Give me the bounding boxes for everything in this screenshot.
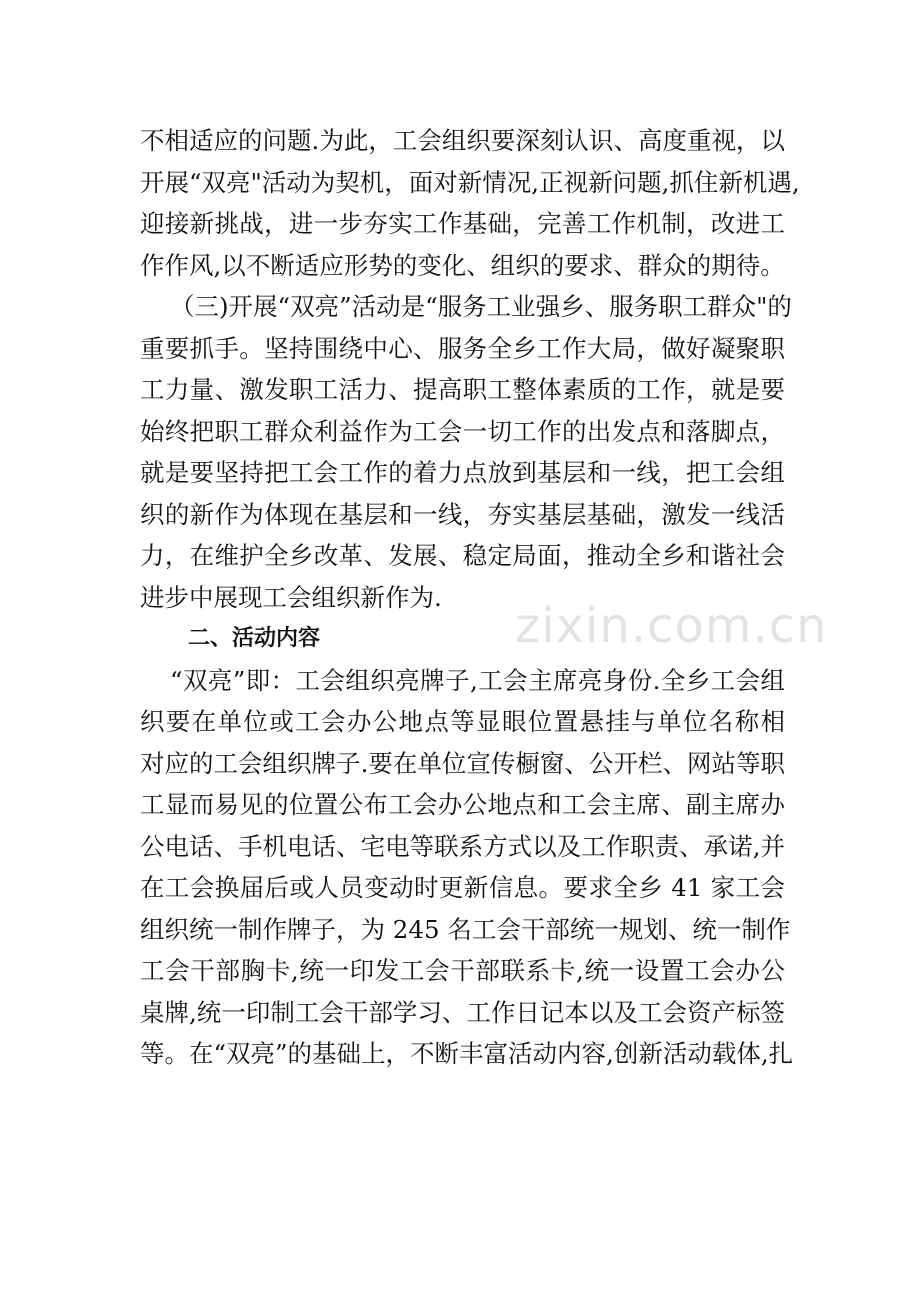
- text-line: 等。在“双亮”的基础上，不断丰富活动内容,创新活动载体,扎: [140, 1039, 794, 1068]
- text-line: 始终把职工群众利益作为工会一切工作的出发点和落脚点，: [140, 416, 785, 446]
- text-line: （三)开展“双亮”活动是“服务工业强乡、服务职工群众"的: [170, 292, 792, 321]
- text-line: 组织统一制作牌子，为 245 名工会干部统一规划、统一制作: [140, 914, 791, 944]
- text-line: 就是要坚持把工会工作的着力点放到基层和一线，把工会组: [140, 458, 785, 487]
- text-line: 织的新作为体现在基层和一线，夯实基层基础，激发一线活: [140, 499, 785, 529]
- document-body: [140, 120, 800, 1075]
- text-line: 在工会换届后或人员变动时更新信息。要求全乡 41 家工会: [140, 873, 785, 902]
- text-line: 作作风,以不断适应形势的变化、组织的要求、群众的期待。: [140, 250, 785, 280]
- text-line: 开展“双亮"活动为契机，面对新情况,正视新问题,抓住新机遇,: [140, 167, 800, 197]
- text-line: 桌牌,统一印制工会干部学习、工作日记本以及工会资产标签: [140, 997, 785, 1027]
- text-line: 公电话、手机电话、宅电等联系方式以及工作职责、承诺,并: [140, 831, 785, 861]
- text-line: 织要在单位或工会办公地点等显眼位置悬挂与单位名称相: [140, 707, 785, 736]
- text-line: “双亮”即：工会组织亮牌子,工会主席亮身份.全乡工会组: [170, 665, 785, 695]
- text-line: 进步中展现工会组织新作为.: [140, 582, 442, 612]
- text-line: 工力量、激发职工活力、提高职工整体素质的工作，就是要: [140, 375, 785, 404]
- text-line: 迎接新挑战，进一步夯实工作基础，完善工作机制，改进工: [140, 209, 785, 238]
- text-line: 力，在维护全乡改革、发展、稳定局面，推动全乡和谐社会: [140, 541, 785, 570]
- watermark: zixin.com.cn: [515, 598, 828, 654]
- text-line: 工显而易见的位置公布工会办公地点和工会主席、副主席办: [140, 790, 785, 819]
- text-line: 对应的工会组织牌子.要在单位宣传橱窗、公开栏、网站等职: [140, 748, 785, 778]
- text-line: 不相适应的问题.为此，工会组织要深刻认识、高度重视，以: [140, 126, 785, 155]
- text-line: 重要抓手。坚持围绕中心、服务全乡工作大局，做好凝聚职: [140, 333, 785, 363]
- section-heading: 二、活动内容: [188, 626, 321, 651]
- text-line: 工会干部胸卡,统一印发工会干部联系卡,统一设置工会办公: [140, 956, 785, 985]
